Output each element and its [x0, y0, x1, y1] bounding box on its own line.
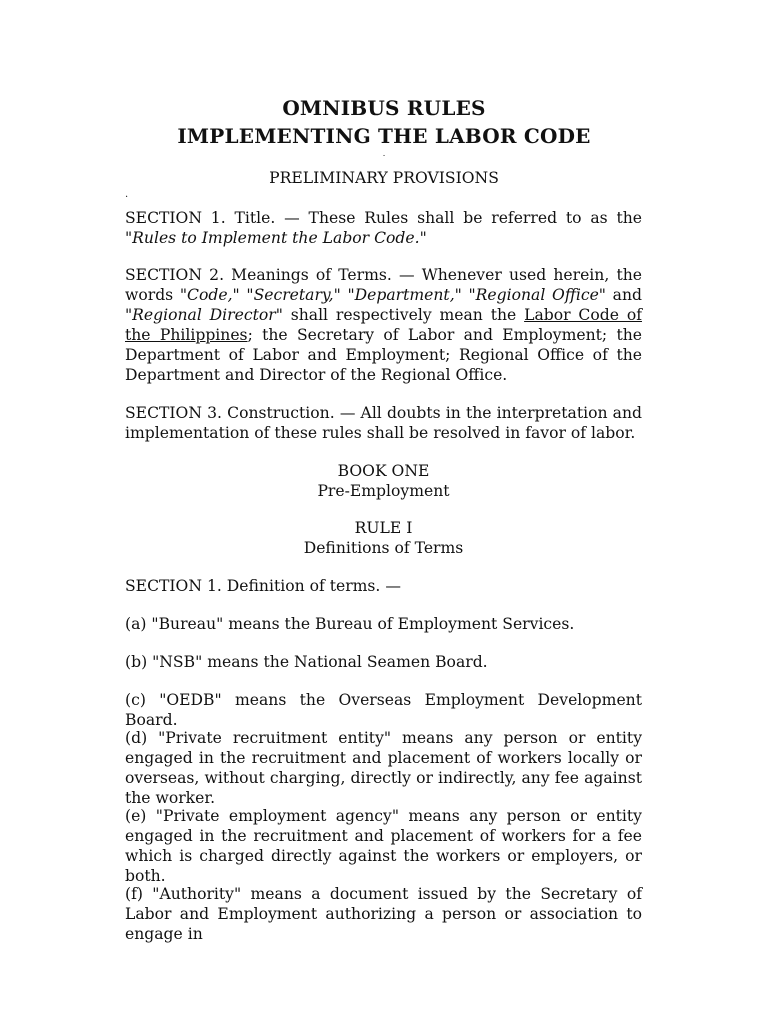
section-1-rules-name: "Rules to Implement the Labor Code." [125, 229, 427, 247]
definitions-section-heading: SECTION 1. Definition of terms. — [125, 577, 401, 595]
book-number: BOOK ONE [337, 462, 430, 480]
section-2-meanings [125, 265, 642, 385]
definition-item-c: (c) "OEDB" means the Overseas Employment Development Board. [125, 691, 642, 729]
section-2-text-a: SECTION 2. Meanings of Terms. — Whenever used herein, the words [125, 266, 642, 304]
definition-item-a: (a) "Bureau" means the Bureau of Employment Services. [125, 615, 575, 633]
leading-dot: . [125, 189, 129, 200]
preliminary-heading: PRELIMINARY PROVISIONS [269, 169, 499, 187]
labor-code-link-text: Labor Code of the Philippines [125, 306, 642, 344]
section-3-construction: SECTION 3. Construction. — All doubts in the interpretation and implementation of these rules shall be resolved in favor of labor. [125, 404, 642, 442]
section-2-terms-a: "Code," "Secretary," "Department," "Regional Office" [179, 286, 606, 304]
rule-heading [125, 518, 642, 558]
rule-title: Definitions of Terms [303, 539, 464, 557]
section-1-title [125, 208, 642, 248]
title-line-1: OMNIBUS RULES [282, 96, 486, 120]
document-title [0, 94, 768, 188]
definition-item-d: (d) "Private recruitment entity" means any person or entity engaged in the recruitment and placement of workers locally or overseas, without charging, directly or indirectly, any fee against the worker. [125, 729, 642, 807]
definition-item-e: (e) "Private employment agency" means any person or entity engaged in the recruitment and placement of workers for a fee which is charged directly against the workers or employers, or both. [125, 807, 642, 885]
section-1-text: SECTION 1. Title. — These Rules shall be referred to as the [125, 209, 642, 227]
book-title: Pre-Employment [317, 482, 450, 500]
section-2-text-c: and [605, 286, 642, 304]
title-separator-dot: . [382, 149, 386, 158]
definition-item-f: (f) "Authority" means a document issued by the Secretary of Labor and Employment authorizing a person or association to engage in [125, 885, 642, 943]
section-2-text-g: ; the Secretary of Labor and Employment; the Department of Labor and Employment; Regional Office of the Department and Director of the Regional Office. [125, 326, 642, 384]
rule-number: RULE I [354, 519, 413, 537]
section-2-terms-d: "Regional Director" [125, 306, 283, 324]
section-2-text-e: shall respectively mean the [282, 306, 525, 324]
book-heading [125, 461, 642, 501]
definition-item-b: (b) "NSB" means the National Seamen Board. [125, 653, 488, 671]
title-line-2: IMPLEMENTING THE LABOR CODE [177, 124, 591, 148]
